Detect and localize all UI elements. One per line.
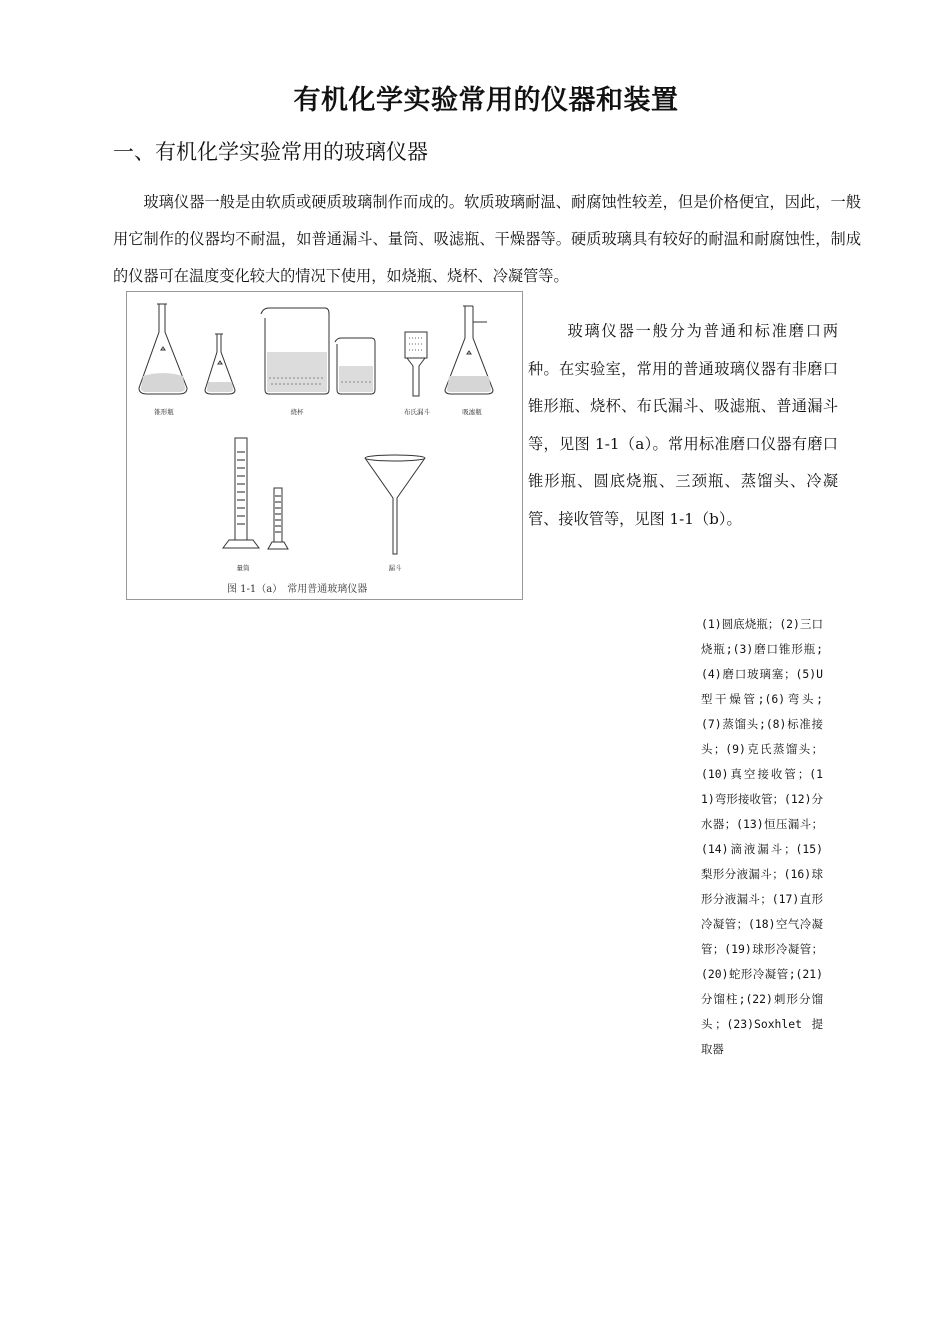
apparatus-legend: (1)圆底烧瓶；(2)三口烧瓶;(3)磨口锥形瓶;(4)磨口玻璃塞；(5)U 型干燥管;(6)弯头;(7)蒸馏头;(8)标准接头；(9)克氏蒸馏头；(10)真空接收管；(11)弯形接收管；(12)分水器；(13)恒压漏斗；(14)滴液漏斗；(15)梨形分液漏斗；(16)球形分液漏斗；(17)直形冷凝管；(18)空气冷凝管；(19)球形冷凝管；(20)蛇形冷凝管;(21)分馏柱;(22)刺形分馏头；(23)Soxhlet 提取器 [701,617,823,1056]
label-filter-flask: 吸滤瓶 [462,408,482,416]
large-flask-drawing [139,304,187,394]
label-buchner: 布氏漏斗 [404,408,430,416]
funnel-drawing [365,455,425,554]
document-title: 有机化学实验常用的仪器和装置 [293,85,679,116]
glassware-figure [126,291,523,600]
large-beaker-drawing [261,308,329,394]
label-beaker: 烧杯 [290,408,304,416]
buchner-funnel-drawing [405,332,427,396]
label-cylinder: 量筒 [236,564,250,572]
glassware-illustration [127,292,522,599]
section-heading: 一、有机化学实验常用的玻璃仪器 [113,140,428,164]
small-flask-drawing [205,334,235,394]
filter-flask-drawing [445,306,493,394]
side-paragraph: 玻璃仪器一般分为普通和标准磨口两种。在实验室，常用的普通玻璃仪器有非磨口锥形瓶、烧杯、布氏漏斗、吸滤瓶、普通漏斗等，见图 1-1（a）。常用标准磨口仪器有磨口锥形瓶、圆底烧瓶、三颈瓶、蒸馏头、冷凝管、接收管等，见图 1-1（b）。 [528,322,838,528]
large-cylinder-drawing [223,438,259,548]
label-flask: 锥形瓶 [154,408,174,416]
figure-caption: 图 1-1（a） 常用普通玻璃仪器 [227,584,368,595]
label-funnel: 漏斗 [388,564,402,572]
intro-paragraph: 玻璃仪器一般是由软质或硬质玻璃制作而成的。软质玻璃耐温、耐腐蚀性较差，但是价格便宜，因此，一般用它制作的仪器均不耐温，如普通漏斗、量筒、吸滤瓶、干燥器等。硬质玻璃具有较好的耐温和耐腐蚀性，制成的仪器可在温度变化较大的情况下使用，如烧瓶、烧杯、冷凝管等。 [113,193,861,285]
small-beaker-drawing [335,338,375,394]
small-cylinder-drawing [268,488,288,549]
